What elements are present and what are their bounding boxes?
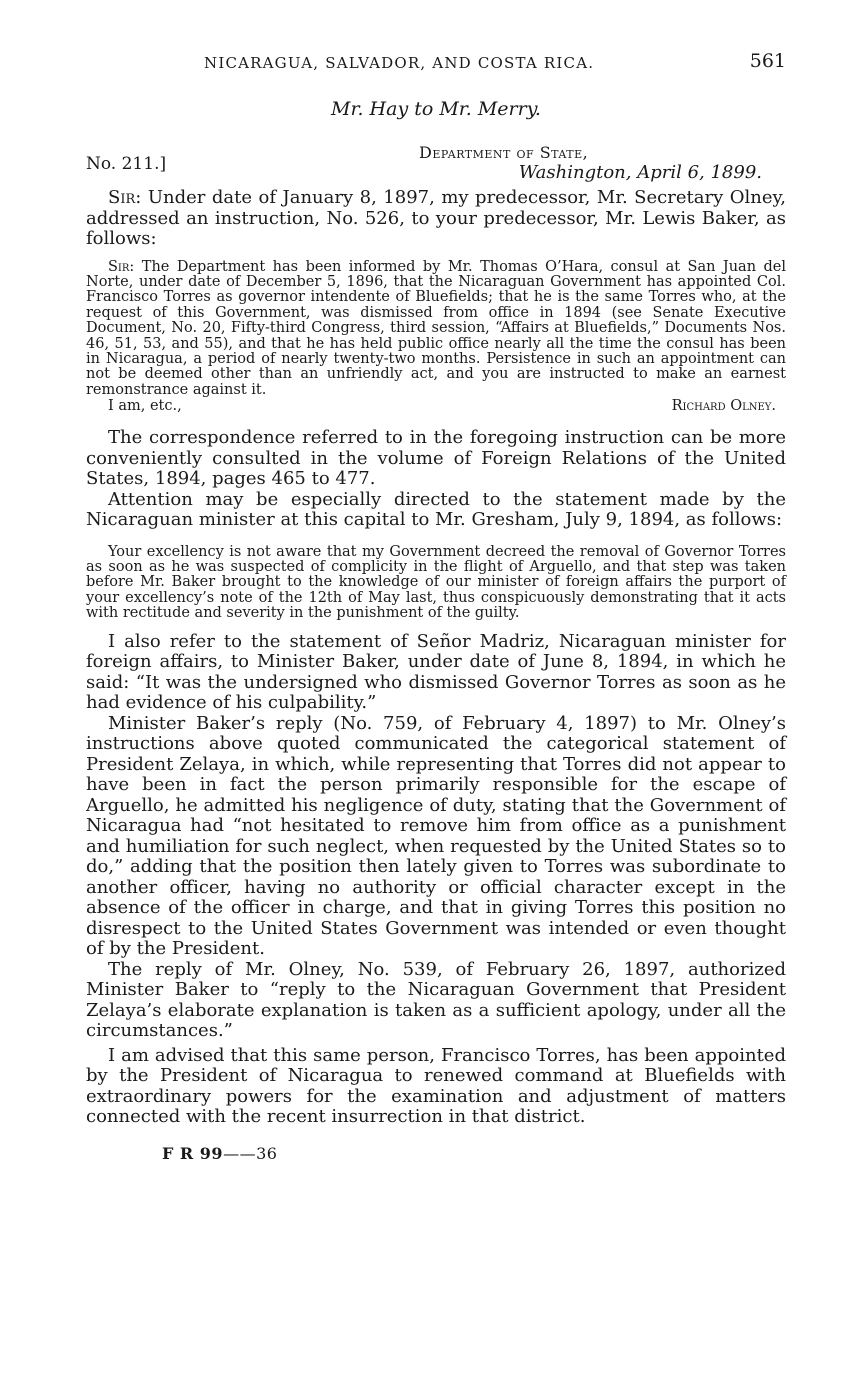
paragraph-2: The correspondence referred to in the foregoing instruction can be more conveniently consulted in the volume of Foreign Relations of the United States, 1894, pages 465 to 477. [86,427,786,490]
signature-mark [162,1144,786,1163]
paragraph-6: The reply of Mr. Olney, No. 539, of February 26, 1897, authorized Minister Baker to “reply to the Nicaraguan Government that President Zelaya’s elaborate explanation is taken as a sufficient apology, under all the circumstances.” [86,958,786,1042]
document-page [86,40,786,1163]
paragraph-3: Attention may be especially directed to the statement made by the Nicaraguan minister at this capital to Mr. Gresham, July 9, 1894, as follows: [86,488,786,531]
page-number: 561 [749,50,786,72]
place-and-date: Washington, April 6, 1899. [518,162,762,183]
quoted-instruction-text: The Department has been informed by Mr. Thomas O’Hara, consul at San Juan del Norte, under date of December 5, 1896, that the Nicaraguan Government has appointed Col. Francisco Torres as governor intendente of Bluefields; that he is the same Torres who, at the request of this Government, was dismissed from office in 1894 (see Senate Executive Document, No. 20, Fifty-third Congress, third session, “Affairs at Bluefields,” Documents Nos. 46, 51, 53, and 55), and that he has held public office nearly all the time the consul has been in Nicaragua, a period of nearly twenty-two months. Persistence in such an appointment can not be deemed other than an unfriendly act, and you are instructed to make an earnest remonstrance against it. [86,258,787,398]
closing-signature: Richard Olney. [671,398,776,415]
quote-closing [86,398,786,418]
paragraph-1 [86,188,786,250]
dispatch-number: No. 211.] [86,154,167,174]
signature-number: ——36 [223,1143,278,1163]
quote-salutation: Sir: [108,258,135,275]
paragraph-1-text: Under date of January 8, 1897, my predecessor, Mr. Secretary Olney, addressed an instruction, No. 526, to your predecessor, Mr. Lewis Baker, as follows: [86,187,786,249]
paragraph-7: I am advised that this same person, Francisco Torres, has been appointed by the President of Nicaragua to renewed command at Bluefields with extraordinary powers for the examination and adjustment of matters connected with the recent insurrection in that district. [86,1044,786,1128]
letter-heading: Mr. Hay to Mr. Merry. [331,98,541,120]
paragraph-5: Minister Baker’s reply (No. 759, of February 4, 1897) to Mr. Olney’s instructions above quoted communicated the categorical statement of President Zelaya, in which, while representing that Torres did not appear to have been in fact the person primarily responsible for the escape of Arguello, he admitted his negligence of duty, stating that the Government of Nicaragua had “not hesitated to remove him from office as a punishment and humiliation for such neglect, when requested by the United States so to do,” adding that the position then lately given to Torres was subordinate to another officer, having no authority or official character except in the absence of the officer in charge, and that in giving Torres this position no disrespect to the United States Government was intended or even thought of by the President. [86,712,786,960]
signature-letters: F R 99 [162,1143,224,1163]
running-head [86,40,786,80]
quoted-instruction [86,260,786,399]
salutation: Sir: [108,187,142,208]
department-name: Department of State, [419,143,589,162]
running-head-title: NICARAGUA, SALVADOR, AND COSTA RICA. [204,54,595,72]
closing-formula: I am, etc., [108,398,182,415]
paragraph-4: I also refer to the statement of Señor Madriz, Nicaraguan minister for foreign affairs, to Minister Baker, under date of June 8, 1894, in which he said: “It was the undersigned who dismissed Governor Torres as soon as he had evidence of his culpability.” [86,630,786,714]
quoted-statement: Your excellency is not aware that my Government decreed the removal of Governor Torres as soon as he was suspected of complicity in the flight of Arguello, and that step was taken before Mr. Baker brought to the knowledge of our minister of foreign affairs the purport of your excellency’s note of the 12th of May last, thus conspicuously demonstrating that it acts with rectitude and severity in the punishment of the guilty. [86,543,786,622]
dateline [86,143,786,188]
